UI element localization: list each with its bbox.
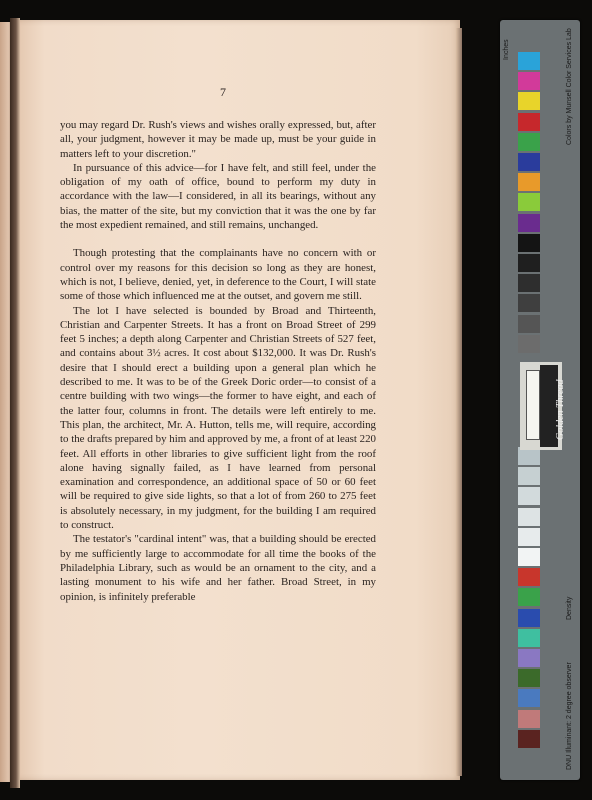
paragraph-1: you may regard Dr. Rush's views and wishes orally expressed, but, after all, your judgment, however it may be made up, must be your guide in matters left to your discretion." xyxy=(60,119,376,160)
color-swatch xyxy=(518,153,540,171)
paragraph-3: Though protesting that the complainants have no concern with or control over my reasons for this decision so long as they are honest, which is not, I believe, denied, yet, in deference to the Court, I will state some of those which influenced me at the outset, and govern me still. xyxy=(60,247,376,303)
paragraph-5: The testator's "cardinal intent" was, that a building should be erected by me sufficiently large to accommodate for all time the books of the Philadelphia Library, such as would be an ornament to the city, and a lasting monument to his wife and her father. Broad Street, in my opinion, is infinitely preferable xyxy=(60,533,376,603)
color-swatch xyxy=(518,467,540,485)
color-swatch xyxy=(518,669,540,687)
color-swatch xyxy=(518,294,540,312)
color-swatch xyxy=(518,92,540,110)
color-swatch xyxy=(518,508,540,526)
paragraph-4: The lot I have selected is bounded by Broad and Thirteenth, Christian and Carpenter Streets. It has a front on Broad Street of 299 feet 5 inches; a depth along Carpenter and Christian Streets of 527 feet, and contains about 3½ acres. It cost about $132,000. It was Dr. Rush's desire that I should erect a building upon a general plan which he described to me. It was to be of the Greek Doric order—to consist of a centre building with two wings—the former to have eight, and each of the latter four, columns in front. The details were left entirely to me. This plan, the architect, Mr. A. Hutton, tells me, will require, according to the drafts prepared by him and approved by me, a front of at least 220 feet. All efforts in other libraries to give sufficient light from the roof alone having signally failed, as I have learned from personal examination and correspondence, an additional space of 50 or 60 feet will be required to give side lights, so that a lot of from 260 to 275 feet is absolutely necessary, in my judgment, for the building I am required to construct. xyxy=(60,304,376,532)
strip-ruler-mark xyxy=(526,370,540,440)
color-swatch xyxy=(518,689,540,707)
color-swatch xyxy=(518,234,540,252)
color-swatch xyxy=(518,173,540,191)
strip-density-label: Density xyxy=(566,596,573,620)
color-swatch xyxy=(518,649,540,667)
strip-bottom-label: DNU Illuminant: 2 degree observer xyxy=(566,662,573,770)
color-swatch xyxy=(518,254,540,272)
color-swatch xyxy=(518,274,540,292)
page-body-text xyxy=(60,118,376,604)
page-number: 7 xyxy=(220,85,226,99)
strip-brand-text: Golden Thread xyxy=(555,379,566,440)
color-swatch xyxy=(518,72,540,90)
color-swatch xyxy=(518,487,540,505)
color-swatch xyxy=(518,113,540,131)
strip-side-label: Colors by Munsell Color Services Lab xyxy=(566,28,573,145)
color-swatch xyxy=(518,548,540,566)
color-swatch xyxy=(518,52,540,70)
color-swatch xyxy=(518,730,540,748)
color-swatch xyxy=(518,214,540,232)
paragraph-2: In pursuance of this advice—for I have felt, and still feel, under the obligation of my oath of office, bound to perform my duty in accordance with the law—I considered, in all its bearings, without any bias, the matter of the site, but my conviction that it was the one by far the most expedient remained, and still remains, unchanged. xyxy=(60,161,376,232)
color-swatch xyxy=(518,629,540,647)
color-swatch xyxy=(518,568,540,586)
color-swatch xyxy=(518,335,540,353)
color-swatch xyxy=(518,133,540,151)
color-swatch xyxy=(518,609,540,627)
color-swatch xyxy=(518,588,540,606)
color-swatch xyxy=(518,193,540,211)
color-swatch xyxy=(518,315,540,333)
color-swatch xyxy=(518,528,540,546)
color-swatch xyxy=(518,710,540,728)
strip-top-label: Inches xyxy=(503,39,510,60)
binding-gutter xyxy=(10,18,20,788)
page-fore-edge xyxy=(456,28,462,776)
